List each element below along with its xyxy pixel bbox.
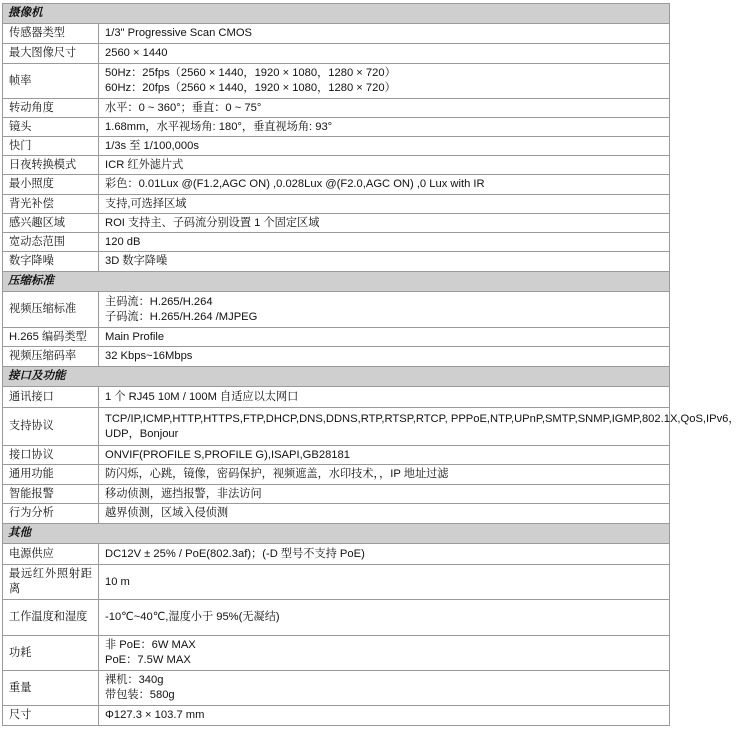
spec-value-line: 10 m [105,575,130,588]
spec-value-line: 防闪烁，心跳，镜像，密码保护，视频遮盖，水印技术，，IP 地址过滤 [105,468,449,480]
spec-value [99,292,670,328]
spec-value [99,233,670,252]
spec-value-line: 移动侦测，遮挡报警，非法访问 [105,487,262,500]
spec-value [99,485,670,504]
spec-value-line: 32 Kbps~16Mbps [105,350,193,362]
spec-table-body [3,4,740,726]
spec-value [99,24,670,44]
spec-row [3,99,670,118]
spec-key: 尺寸 [3,706,99,726]
spec-value-line: TCP/IP,ICMP,HTTP,HTTPS,FTP,DHCP,DNS,DDNS,RTP,RTSP,RTCP, PPPoE,NTP,UPnP,SMTP,SNMP,IGMP,802.1X,QoS,IPv6， [105,412,740,425]
section-title: 其他 [3,524,670,544]
spec-value-line: ROI 支持主、子码流分别设置 1 个固定区域 [105,216,320,229]
spec-key: 数字降噪 [3,252,99,272]
spec-value [99,565,670,600]
spec-row [3,706,670,726]
spec-value [99,504,670,524]
spec-value-line: 水平：0 ~ 360°；垂直：0 ~ 75° [105,101,262,114]
spec-row [3,292,670,328]
spec-row [3,504,670,524]
spec-value [99,328,670,347]
spec-key: 日夜转换模式 [3,156,99,175]
spec-row [3,485,670,504]
spec-row [3,195,670,214]
spec-row [3,24,670,44]
spec-value-line: 1/3" Progressive Scan CMOS [105,27,252,39]
spec-key: 背光补偿 [3,195,99,214]
spec-row [3,387,670,408]
spec-value [99,99,670,118]
spec-key: 最远红外照射距离 [3,565,99,600]
spec-value [99,465,670,485]
spec-value-line: 主码流：H.265/H.264 [105,295,213,308]
section-title: 压缩标准 [3,272,670,292]
spec-value [99,671,670,706]
spec-row [3,214,670,233]
spec-row [3,175,670,195]
section-title: 接口及功能 [3,367,670,387]
spec-row [3,565,670,600]
spec-value-line: 带包装：580g [105,689,175,701]
spec-value [99,175,670,195]
spec-row [3,600,670,636]
spec-key: 工作温度和湿度 [3,600,99,636]
spec-key: 功耗 [3,636,99,671]
spec-value-line: 越界侦测，区域入侵侦测 [105,507,229,519]
spec-value-line: 彩色：0.01Lux @(F1.2,AGC ON) ,0.028Lux @(F2.0,AGC ON) ,0 Lux with IR [105,178,485,190]
spec-key: 支持协议 [3,408,99,446]
spec-value [99,156,670,175]
spec-row [3,671,670,706]
spec-row [3,328,670,347]
spec-key: 快门 [3,137,99,156]
spec-key: 感兴趣区域 [3,214,99,233]
spec-sheet [2,3,740,726]
spec-value [99,387,670,408]
spec-value-line: 裸机：340g [105,674,164,686]
spec-key: 智能报警 [3,485,99,504]
spec-key: 视频压缩码率 [3,347,99,367]
spec-row [3,636,670,671]
spec-value-line: 60Hz：20fps（2560 × 1440，1920 × 1080，1280 × 720） [105,82,396,94]
spec-key: 视频压缩标准 [3,292,99,328]
spec-value [99,214,670,233]
spec-key: 转动角度 [3,99,99,118]
spec-row [3,544,670,565]
spec-key: 电源供应 [3,544,99,565]
spec-value [99,137,670,156]
spec-row [3,446,670,465]
spec-value [99,544,670,565]
spec-key: 最大图像尺寸 [3,44,99,64]
spec-value [99,44,670,64]
spec-value-line: 1.68mm，水平视场角: 180°，垂直视场角: 93° [105,120,333,133]
spec-value [99,636,670,671]
spec-key: 传感器类型 [3,24,99,44]
spec-row [3,137,670,156]
spec-value [99,118,670,137]
spec-key: 行为分析 [3,504,99,524]
section-title: 摄像机 [3,4,670,24]
spec-value-line: 子码流：H.265/H.264 /MJPEG [105,310,258,323]
spec-value-line: 120 dB [105,235,141,248]
spec-key: 通讯接口 [3,387,99,408]
spec-value-line: Main Profile [105,330,165,343]
spec-value-line: 1/3s 至 1/100,000s [105,139,199,152]
spec-key: 接口协议 [3,446,99,465]
spec-row [3,408,670,446]
spec-value-line: -10℃~40℃,湿度小于 95%(无凝结) [105,611,280,623]
spec-value-line: 2560 × 1440 [105,47,168,59]
section-header [3,367,670,387]
spec-value [99,347,670,367]
spec-key: H.265 编码类型 [3,328,99,347]
spec-value-line: DC12V ± 25% / PoE(802.3af)；(-D 型号不支持 PoE) [105,547,365,560]
spec-value [99,195,670,214]
spec-value-line: ICR 红外滤片式 [105,158,184,171]
spec-row [3,465,670,485]
spec-value-line: UDP，Bonjour [105,427,179,440]
spec-value-line: ONVIF(PROFILE S,PROFILE G),ISAPI,GB28181 [105,448,350,461]
spec-key: 最小照度 [3,175,99,195]
spec-value [99,446,670,465]
spec-value-line: 非 PoE：6W MAX [105,639,196,651]
spec-row [3,156,670,175]
spec-key: 宽动态范围 [3,233,99,252]
section-header [3,4,670,24]
spec-value-line: 1 个 RJ45 10M / 100M 自适应以太网口 [105,390,299,403]
spec-value-line: 3D 数字降噪 [105,255,168,267]
spec-key: 镜头 [3,118,99,137]
spec-key: 通用功能 [3,465,99,485]
section-header [3,272,670,292]
spec-value-line: PoE：7.5W MAX [105,654,191,666]
spec-row [3,64,670,99]
spec-value-line: Φ127.3 × 103.7 mm [105,709,205,721]
spec-key: 帧率 [3,64,99,99]
spec-row [3,233,670,252]
spec-value [99,600,670,636]
spec-row [3,44,670,64]
spec-row [3,347,670,367]
spec-value [99,408,740,446]
spec-value [99,64,670,99]
spec-value [99,706,670,726]
spec-value-line: 50Hz：25fps（2560 × 1440，1920 × 1080，1280 × 720） [105,67,396,79]
spec-row [3,118,670,137]
spec-value [99,252,670,272]
spec-row [3,252,670,272]
spec-value-line: 支持,可选择区域 [105,197,187,210]
spec-table [2,3,740,726]
spec-key: 重量 [3,671,99,706]
section-header [3,524,670,544]
